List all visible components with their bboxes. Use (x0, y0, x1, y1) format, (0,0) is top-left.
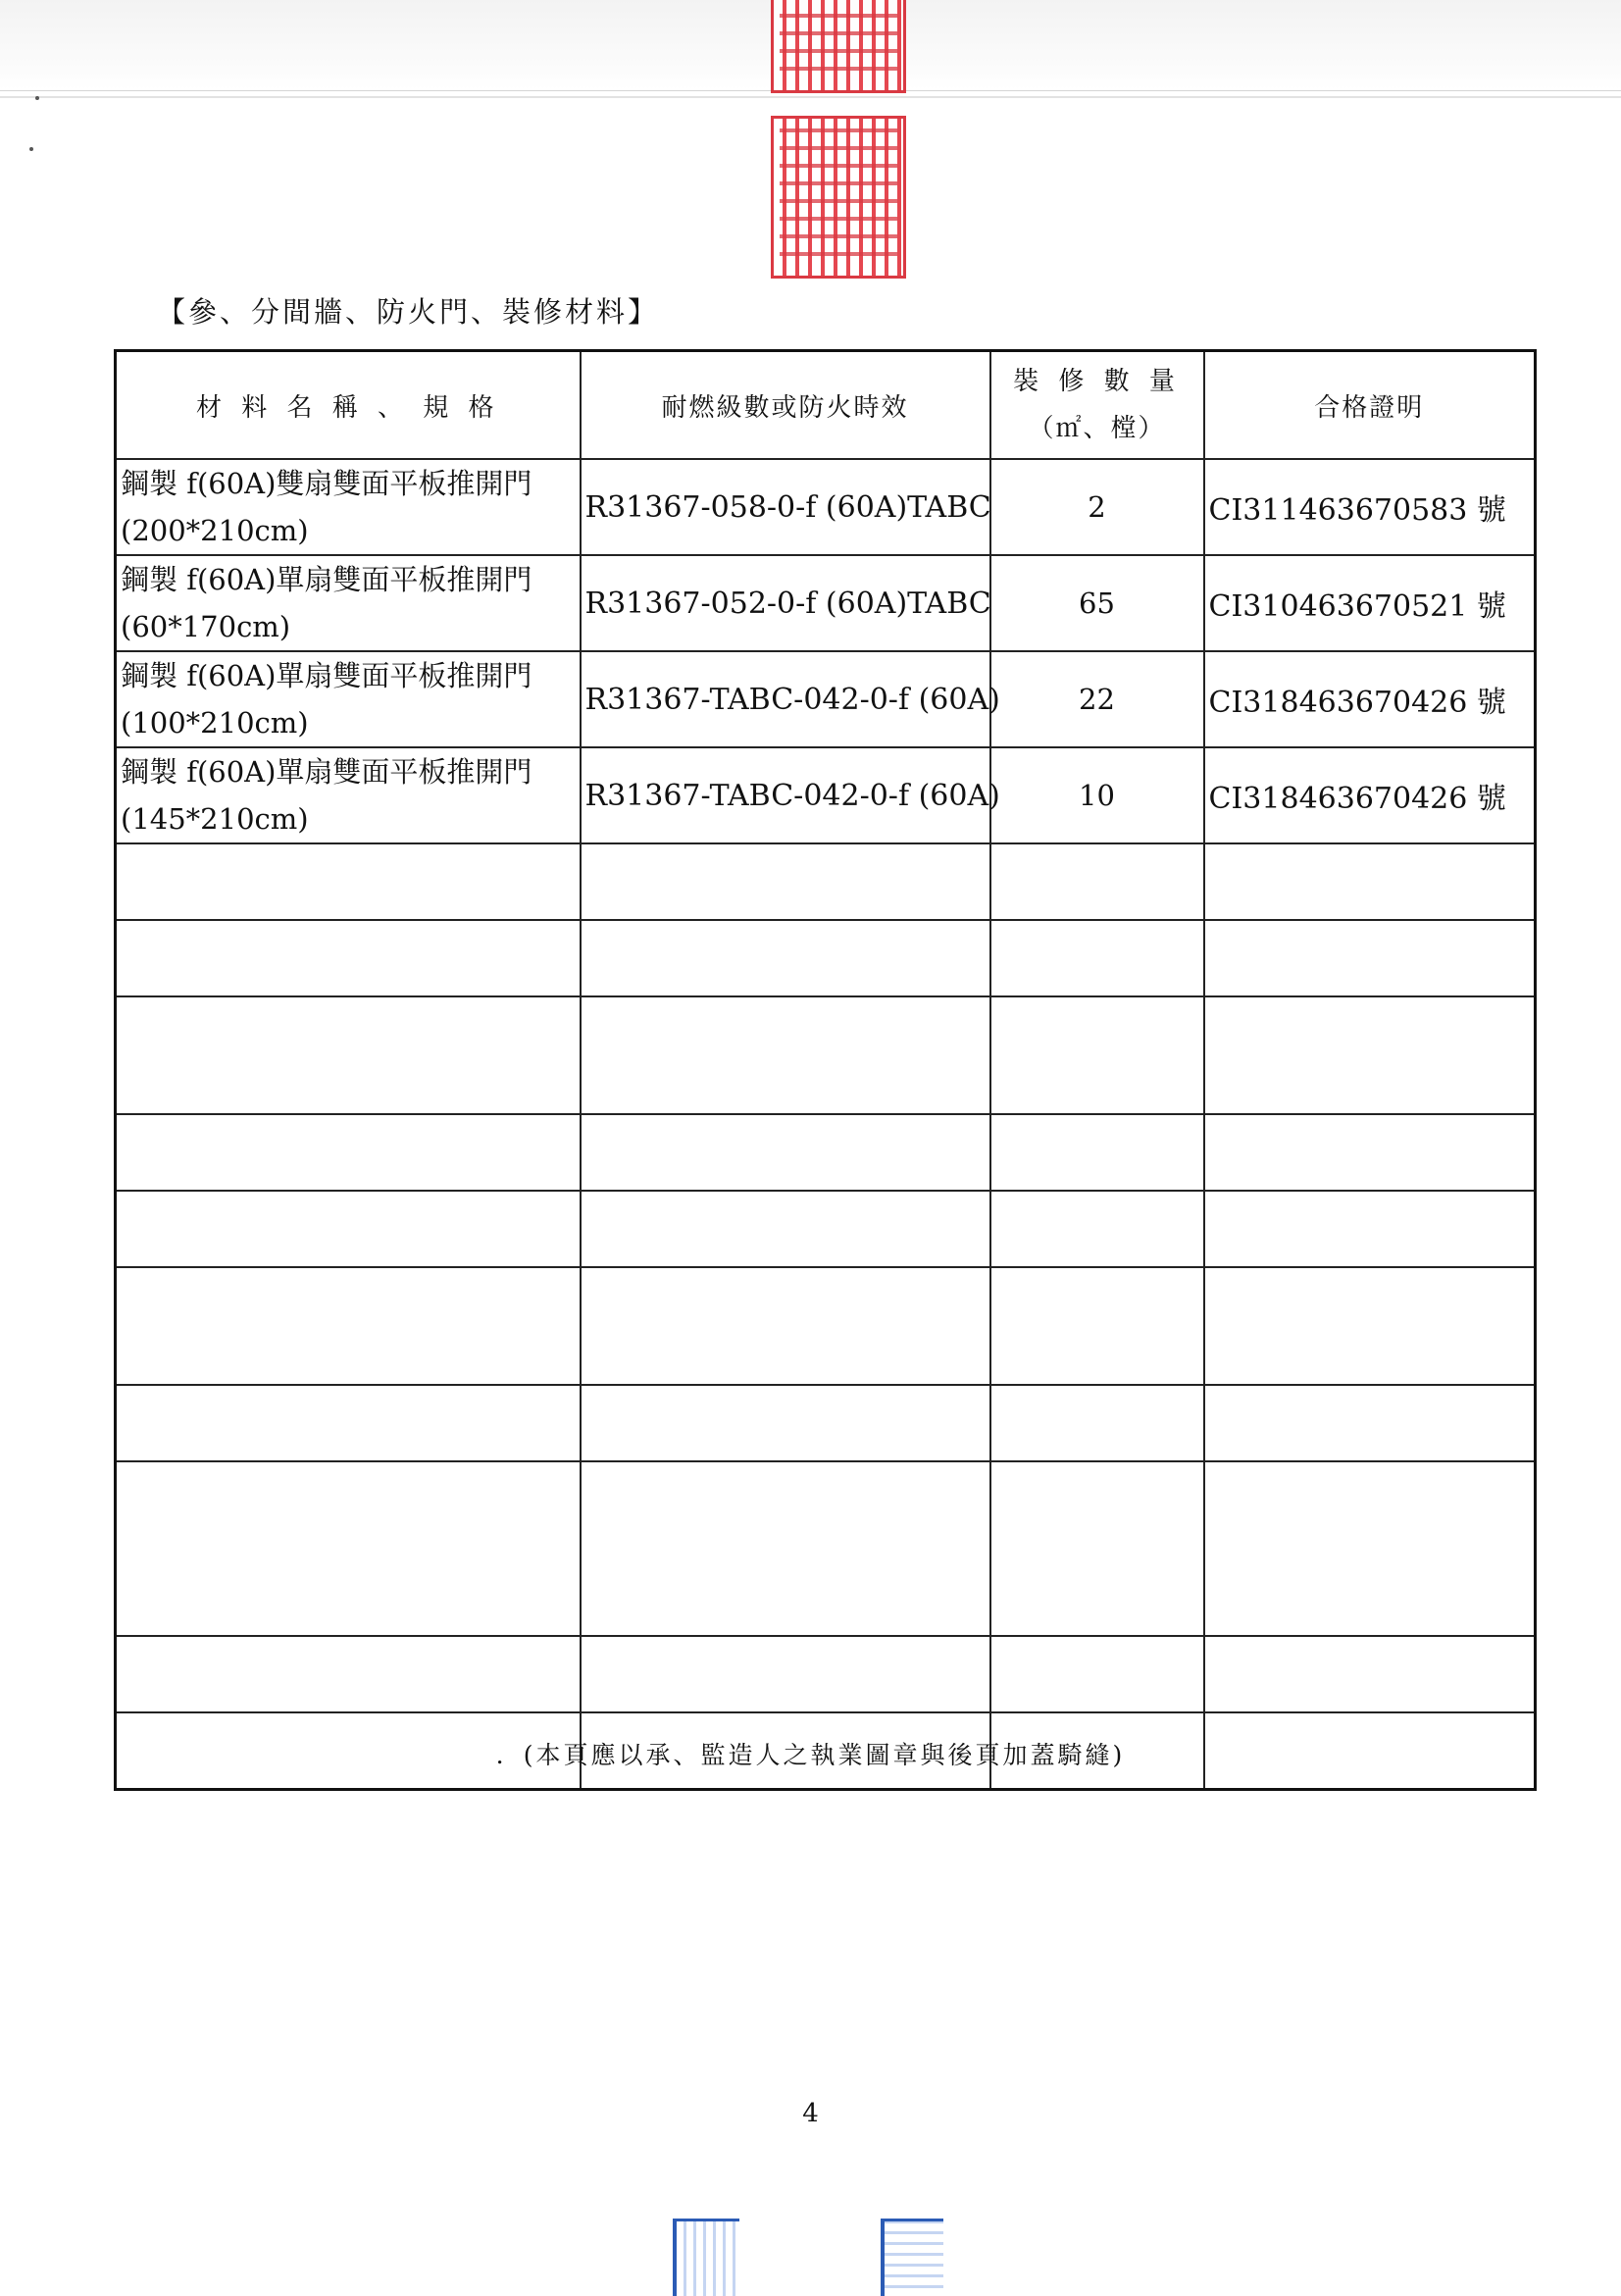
empty-cell (116, 1267, 581, 1385)
certificate-cell: CI318463670426 號 (1204, 747, 1536, 843)
material-name-cell (116, 747, 581, 843)
empty-cell (990, 1114, 1204, 1191)
empty-cell (581, 1267, 990, 1385)
empty-cell (116, 1191, 581, 1267)
material-size: (145*210cm) (121, 802, 309, 836)
table-row (116, 459, 1536, 555)
empty-table-row (116, 1191, 1536, 1267)
empty-table-row (116, 1461, 1536, 1636)
red-seal-stamp-top (771, 0, 906, 93)
empty-cell (581, 996, 990, 1114)
empty-cell (1204, 1114, 1536, 1191)
header-fire-rating: 耐燃級數或防火時效 (581, 351, 990, 460)
empty-cell (1204, 1385, 1536, 1461)
blue-stamp-fragment-middle (785, 2219, 843, 2293)
certificate-cell: CI311463670583 號 (1204, 459, 1536, 555)
material-name-cell (116, 651, 581, 747)
empty-cell (116, 1385, 581, 1461)
certificate-cell: CI310463670521 號 (1204, 555, 1536, 651)
blue-stamp-fragment-right (881, 2219, 943, 2296)
empty-cell (1204, 1461, 1536, 1636)
empty-cell (581, 1114, 990, 1191)
material-size: (200*210cm) (121, 514, 309, 547)
quantity-cell: 22 (990, 651, 1204, 747)
table-row (116, 555, 1536, 651)
empty-cell (990, 1191, 1204, 1267)
page-number: 4 (802, 2099, 819, 2128)
material-name-cell (116, 555, 581, 651)
empty-table-row (116, 1636, 1536, 1712)
empty-cell (990, 996, 1204, 1114)
empty-table-row (116, 1114, 1536, 1191)
material-name-cell (116, 459, 581, 555)
empty-cell (990, 1461, 1204, 1636)
section-title: 【參、分間牆、防火門、裝修材料】 (157, 295, 660, 329)
quantity-cell: 65 (990, 555, 1204, 651)
empty-cell (1204, 920, 1536, 996)
quantity-cell: 10 (990, 747, 1204, 843)
empty-table-row (116, 843, 1536, 920)
empty-table-row (116, 1385, 1536, 1461)
header-certificate: 合格證明 (1204, 351, 1536, 460)
empty-cell (1204, 996, 1536, 1114)
quantity-cell: 2 (990, 459, 1204, 555)
material-name: 鋼製 f(60A)單扇雙面平板推開門 (121, 659, 532, 692)
empty-cell (990, 1267, 1204, 1385)
empty-table-row (116, 996, 1536, 1114)
empty-cell (116, 1114, 581, 1191)
empty-cell (990, 1636, 1204, 1712)
empty-cell (990, 1385, 1204, 1461)
blue-stamp-fragment-left (673, 2219, 739, 2296)
material-name: 鋼製 f(60A)單扇雙面平板推開門 (121, 755, 532, 789)
table-header-row (116, 351, 1536, 460)
empty-cell (581, 843, 990, 920)
table-row (116, 747, 1536, 843)
empty-cell (1204, 1636, 1536, 1712)
fire-rating-cell: R31367-058-0-f (60A)TABC (581, 459, 990, 555)
empty-cell (1204, 1267, 1536, 1385)
empty-cell (116, 1636, 581, 1712)
empty-cell (1204, 843, 1536, 920)
fire-rating-cell: R31367-052-0-f (60A)TABC (581, 555, 990, 651)
fire-rating-cell: R31367-TABC-042-0-f (60A) (581, 651, 990, 747)
empty-cell (116, 996, 581, 1114)
empty-cell (116, 920, 581, 996)
material-size: (60*170cm) (121, 610, 291, 643)
empty-cell (581, 1636, 990, 1712)
header-quantity-label: 裝 修 數 量 (1013, 367, 1181, 396)
certificate-cell: CI318463670426 號 (1204, 651, 1536, 747)
empty-cell (581, 1461, 990, 1636)
empty-cell (990, 843, 1204, 920)
material-name: 鋼製 f(60A)雙扇雙面平板推開門 (121, 467, 532, 500)
seal-note: ．(本頁應以承、監造人之執業圖章與後頁加蓋騎縫) (495, 1741, 1126, 1769)
empty-cell (1204, 1191, 1536, 1267)
empty-table-row (116, 920, 1536, 996)
empty-cell (990, 920, 1204, 996)
header-quantity-unit: （㎡、樘） (1028, 414, 1166, 443)
scan-speck (29, 147, 33, 151)
empty-table-row (116, 1267, 1536, 1385)
scan-speck (35, 96, 39, 100)
material-size: (100*210cm) (121, 706, 309, 740)
material-name: 鋼製 f(60A)單扇雙面平板推開門 (121, 563, 532, 596)
red-seal-stamp (771, 116, 906, 279)
empty-cell (581, 1385, 990, 1461)
header-quantity (990, 351, 1204, 460)
empty-cell (116, 843, 581, 920)
fire-rating-cell: R31367-TABC-042-0-f (60A) (581, 747, 990, 843)
materials-table (114, 349, 1537, 1791)
table-body (116, 459, 1536, 1790)
page-fold-line (0, 96, 1621, 98)
empty-cell (116, 1461, 581, 1636)
empty-cell (581, 920, 990, 996)
table-row (116, 651, 1536, 747)
empty-cell (581, 1191, 990, 1267)
header-material-name: 材 料 名 稱 、 規 格 (116, 351, 581, 460)
